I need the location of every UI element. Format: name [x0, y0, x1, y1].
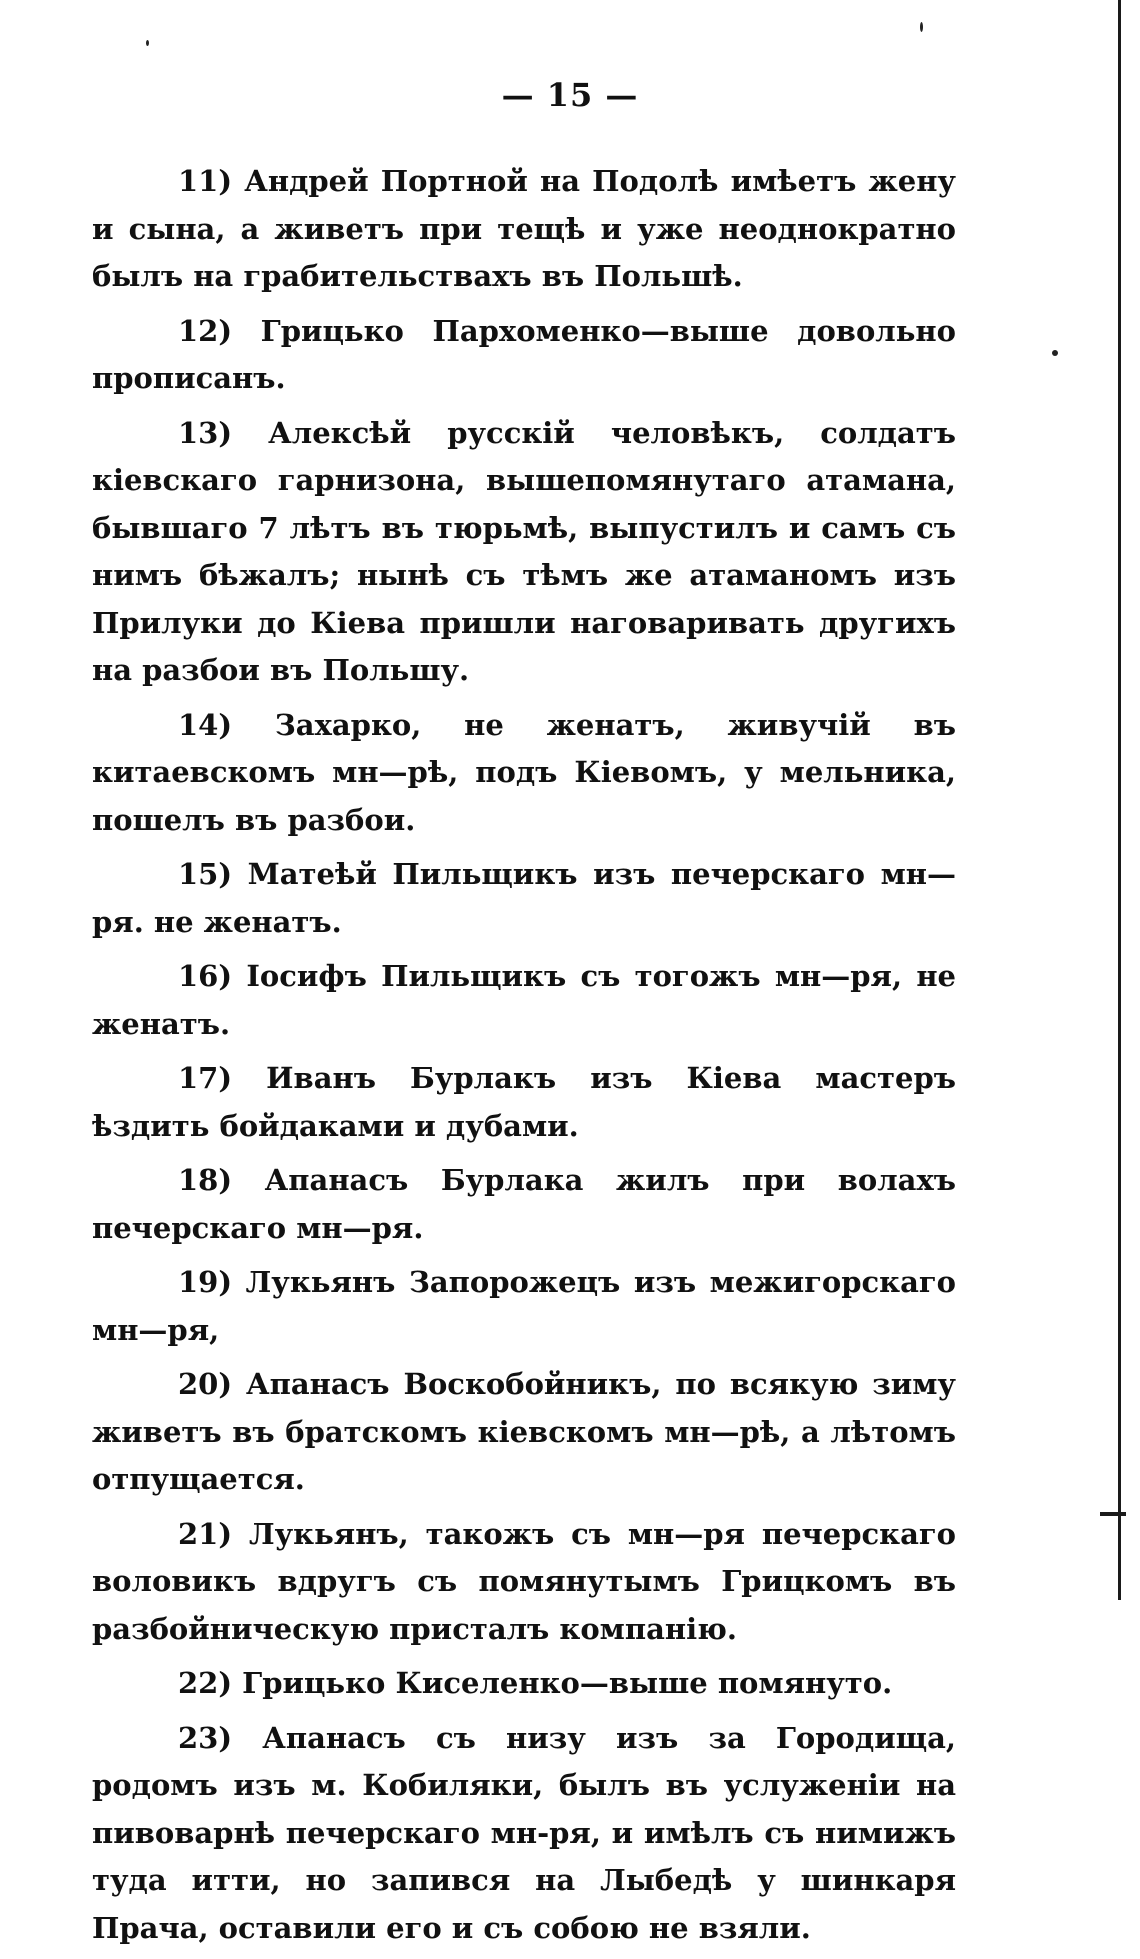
entry-19: 19) Лукьянъ Запорожецъ изъ межигорскаго мн—ря,: [92, 1265, 956, 1347]
entry-22: 22) Грицько Киселенко—выше помянуто.: [178, 1666, 893, 1700]
entry-21: 21) Лукьянъ, такожъ съ мн—ря печерскаго воловикъ вдругъ съ помянутымъ Грицкомъ въ разбойническую присталъ компанію.: [92, 1516, 956, 1646]
page-edge-mark: [1100, 1512, 1126, 1516]
entry-13: 13) Алексѣй русскій человѣкъ, солдатъ кіевскаго гарнизона, вышепомянутаго атамана, бывшаго 7 лѣтъ въ тюрьмѣ, выпустилъ и самъ съ нимъ бѣжалъ; нынѣ съ тѣмъ же атаманомъ изъ Прилуки до Кіева пришли наговаривать другихъ на разбои въ Польшу.: [92, 415, 956, 687]
entry-14: 14) Захарко, не женатъ, живучій въ китаевскомъ мн—рѣ, подъ Кіевомъ, у мельника, пошелъ въ разбои.: [92, 707, 956, 837]
entry-23: 23) Апанасъ съ низу изъ за Городища, родомъ изъ м. Кобиляки, былъ въ услуженіи на пивоварнѣ печерскаго мн-ря, и имѣлъ съ нимижъ туда итти, но запився на Лыбедѣ у шинкаря Прача, оставили его и съ собою не взяли.: [92, 1720, 956, 1945]
page-edge-line: [1118, 0, 1121, 1600]
entry-12: 12) Грицько Пархоменко—выше довольно прописанъ.: [92, 313, 956, 395]
print-speck: [920, 22, 923, 32]
entry-16: 16) Іосифъ Пильщикъ съ тогожъ мн—ря, не женатъ.: [92, 959, 956, 1041]
entry-17: 17) Иванъ Бурлакъ изъ Кіева мастеръ ѣздить бойдаками и дубами.: [92, 1061, 956, 1143]
body-text: [92, 158, 956, 1959]
entry-15: 15) Матеѣй Пильщикъ изъ печерскаго мн—ря. не женатъ.: [92, 857, 956, 939]
entry-18: 18) Апанасъ Бурлака жилъ при волахъ печерскаго мн—ря.: [92, 1163, 956, 1245]
entry-11: 11) Андрей Портной на Подолѣ имѣетъ жену и сына, а живетъ при тещѣ и уже неоднократно былъ на грабительствахъ въ Польшѣ.: [92, 164, 956, 293]
entry-20: 20) Апанасъ Воскобойникъ, по всякую зиму живетъ въ братскомъ кіевскомъ мн—рѣ, а лѣтомъ отпущается.: [92, 1367, 956, 1496]
page-number: — 15 —: [501, 76, 639, 114]
print-speck: [146, 40, 149, 46]
print-speck: [1052, 350, 1058, 356]
